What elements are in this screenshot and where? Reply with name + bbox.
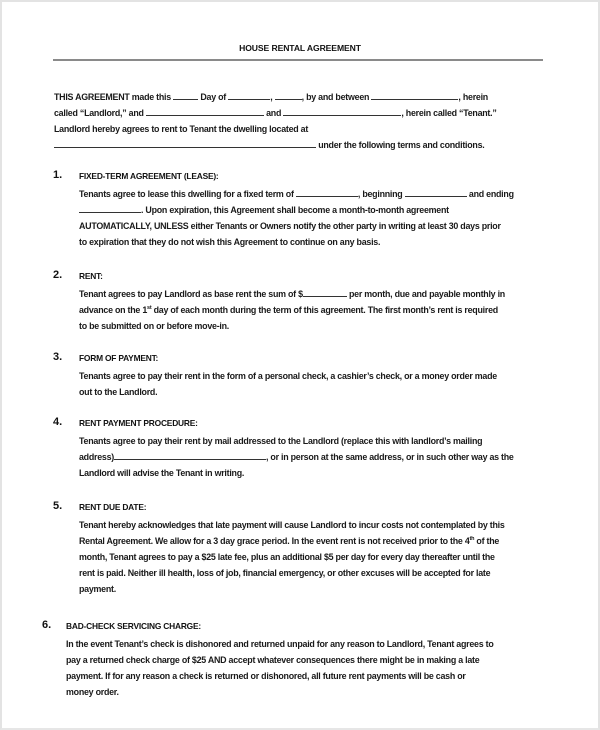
section-heading: RENT DUE DATE: bbox=[79, 502, 147, 512]
intro-paragraph bbox=[54, 89, 497, 153]
body-line bbox=[79, 286, 505, 302]
section-body bbox=[79, 433, 514, 481]
section-number: 1. bbox=[53, 169, 63, 181]
body-text: and ending bbox=[466, 189, 514, 199]
title-divider bbox=[53, 59, 543, 61]
body-line bbox=[79, 449, 514, 465]
intro-text: called “Landlord,” and bbox=[54, 108, 146, 118]
body-line: pay a returned check charge of $25 AND accept whatever consequences there might be in making a late bbox=[66, 655, 480, 665]
section-body bbox=[66, 636, 494, 700]
intro-line-1 bbox=[54, 89, 497, 105]
body-text: Tenants agree to lease this dwelling for a fixed term of bbox=[79, 189, 296, 199]
landlord-blank[interactable] bbox=[146, 106, 264, 116]
body-text: Tenant agrees to pay Landlord as base rent the sum of $ bbox=[79, 289, 303, 299]
section-heading: RENT PAYMENT PROCEDURE: bbox=[79, 418, 198, 428]
body-line: Landlord will advise the Tenant in writing. bbox=[79, 468, 245, 478]
body-text: , or in person at the same address, or in such other way as the bbox=[266, 452, 514, 462]
body-line: Tenants agree to pay their rent in the form of a personal check, a cashier’s check, or a money order made bbox=[79, 371, 497, 381]
ordinal-suffix: st bbox=[147, 305, 152, 311]
body-line: Tenants agree to pay their rent by mail addressed to the Landlord (replace this with landlord’s mailing bbox=[79, 436, 483, 446]
document-title: HOUSE RENTAL AGREEMENT bbox=[239, 43, 361, 53]
section-heading: FORM OF PAYMENT: bbox=[79, 353, 159, 363]
section-number: 5. bbox=[53, 500, 63, 512]
body-line: month, Tenant agrees to pay a $25 late fee, plus an additional $5 per day for every day thereafter until the bbox=[79, 552, 495, 562]
tenant-blank[interactable] bbox=[283, 106, 401, 116]
intro-line-3: Landlord hereby agrees to rent to Tenant the dwelling located at bbox=[54, 124, 309, 134]
intro-text: THIS AGREEMENT made this bbox=[54, 92, 174, 102]
year-blank[interactable] bbox=[275, 90, 302, 100]
body-line: to expiration that they do not wish this Agreement to continue on any basis. bbox=[79, 237, 381, 247]
body-text: address) bbox=[79, 452, 114, 462]
ordinal-suffix: th bbox=[469, 536, 475, 542]
body-text: day of each month during the term of this agreement. The first month’s rent is required bbox=[151, 305, 498, 315]
intro-text: , herein bbox=[458, 92, 488, 102]
term-blank[interactable] bbox=[296, 187, 358, 197]
landlord-name-blank[interactable] bbox=[371, 90, 458, 100]
body-line: payment. If for any reason a check is returned or dishonored, all future rent payments will be cash or bbox=[66, 671, 466, 681]
section-number: 2. bbox=[53, 269, 63, 281]
body-line bbox=[79, 202, 514, 218]
section-number: 6. bbox=[42, 619, 52, 631]
intro-line-4 bbox=[54, 137, 497, 153]
intro-line-2 bbox=[54, 105, 497, 121]
body-text: per month, due and payable monthly in bbox=[346, 289, 505, 299]
section-body bbox=[79, 186, 514, 250]
body-text: advance on the 1 bbox=[79, 305, 148, 315]
section-heading: FIXED-TERM AGREEMENT (LEASE): bbox=[79, 171, 219, 181]
body-line: to be submitted on or before move-in. bbox=[79, 321, 230, 331]
section-number: 4. bbox=[53, 416, 63, 428]
body-line: payment. bbox=[79, 584, 116, 594]
month-blank[interactable] bbox=[228, 90, 270, 100]
body-line: AUTOMATICALLY, UNLESS either Tenants or Owners notify the other party in writing at least 30 days prior bbox=[79, 221, 501, 231]
body-line: money order. bbox=[66, 687, 119, 697]
day-blank[interactable] bbox=[173, 90, 198, 100]
body-line bbox=[79, 186, 514, 202]
section-number: 3. bbox=[53, 351, 63, 363]
section-body bbox=[79, 368, 497, 400]
intro-text: , bbox=[270, 92, 275, 102]
section-body bbox=[79, 517, 505, 597]
end-date-blank[interactable] bbox=[79, 203, 141, 213]
body-line: rent is paid. Neither ill health, loss of job, financial emergency, or other excuses will be accepted for late bbox=[79, 568, 491, 578]
intro-text: , herein called “Tenant.” bbox=[401, 108, 497, 118]
intro-text: , by and between bbox=[301, 92, 372, 102]
mailing-address-blank[interactable] bbox=[114, 450, 266, 460]
section-heading: BAD-CHECK SERVICING CHARGE: bbox=[66, 621, 201, 631]
body-text: Rental Agreement. We allow for a 3 day grace period. In the event rent is not received prior to the 4 bbox=[79, 536, 470, 546]
dwelling-address-blank[interactable] bbox=[54, 138, 316, 148]
body-line: In the event Tenant’s check is dishonored and returned unpaid for any reason to Landlord, Tenant agrees to bbox=[66, 639, 494, 649]
body-line: out to the Landlord. bbox=[79, 387, 158, 397]
body-line: Tenant hereby acknowledges that late payment will cause Landlord to incur costs not contemplated by this bbox=[79, 520, 505, 530]
section-heading: RENT: bbox=[79, 271, 103, 281]
body-text: . Upon expiration, this Agreement shall become a month-to-month agreement bbox=[141, 205, 449, 215]
body-text: , beginning bbox=[357, 189, 405, 199]
body-line bbox=[79, 533, 505, 549]
intro-text: under the following terms and conditions. bbox=[316, 140, 485, 150]
rent-amount-blank[interactable] bbox=[303, 287, 347, 297]
body-text: of the bbox=[474, 536, 500, 546]
begin-date-blank[interactable] bbox=[405, 187, 467, 197]
intro-text: Day of bbox=[198, 92, 229, 102]
section-body bbox=[79, 286, 505, 334]
body-line bbox=[79, 302, 505, 318]
intro-text: and bbox=[263, 108, 284, 118]
